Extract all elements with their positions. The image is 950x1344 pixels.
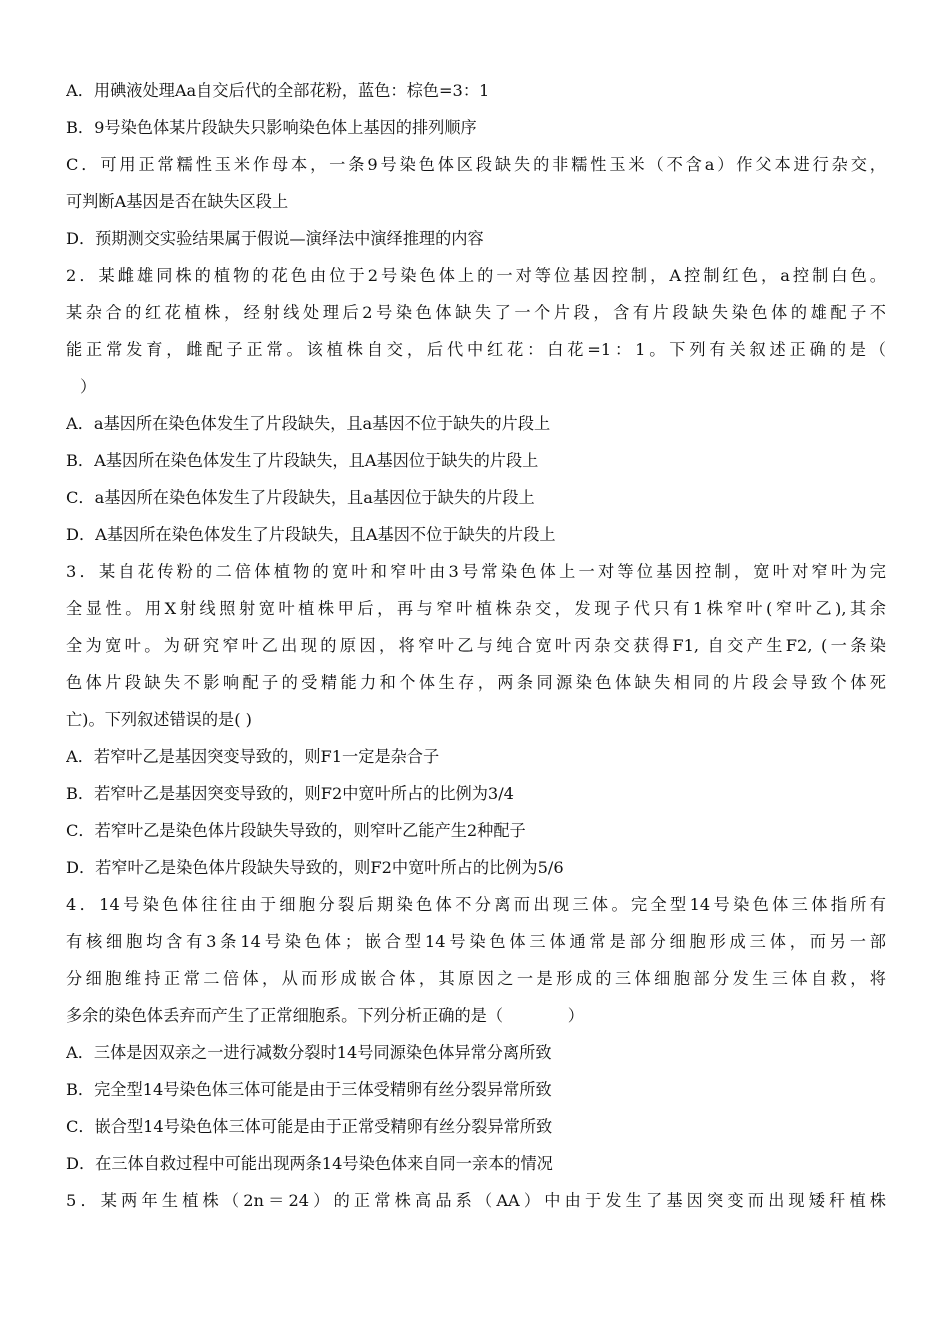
text-line: C．a基因所在染色体发生了片段缺失，且a基因位于缺失的片段上 <box>66 488 535 507</box>
text-line: A．若窄叶乙是基因突变导致的，则F1一定是杂合子 <box>66 747 440 766</box>
text-line: 可判断A基因是否在缺失区段上 <box>66 192 289 211</box>
text-line: 分细胞维持正常二倍体，从而形成嵌合体，其原因之一是形成的三体细胞部分发生三体自救，将 <box>66 969 886 988</box>
text-line: B．9号染色体某片段缺失只影响染色体上基因的排列顺序 <box>66 118 477 137</box>
text-line: A．用碘液处理Aa自交后代的全部花粉，蓝色：棕色=3：1 <box>66 81 490 100</box>
text-line: B．若窄叶乙是基因突变导致的，则F2中宽叶所占的比例为3/4 <box>66 784 514 803</box>
question-text-block <box>66 72 886 1219</box>
text-line: A．三体是因双亲之一进行减数分裂时14号同源染色体异常分离所致 <box>66 1043 552 1062</box>
text-line: 2．某雌雄同株的植物的花色由位于2号染色体上的一对等位基因控制，A控制红色，a控制白色。 <box>66 266 886 285</box>
text-line: D．在三体自救过程中可能出现两条14号染色体来自同一亲本的情况 <box>66 1154 553 1173</box>
text-line: C．若窄叶乙是染色体片段缺失导致的，则窄叶乙能产生2种配子 <box>66 821 526 840</box>
text-line: 亡)。下列叙述错误的是( ) <box>66 710 252 729</box>
text-line: 色体片段缺失不影响配子的受精能力和个体生存，两条同源染色体缺失相同的片段会导致个体死 <box>66 673 886 692</box>
text-line: 有核细胞均含有3条14号染色体；嵌合型14号染色体三体通常是部分细胞形成三体，而另一部 <box>66 932 886 951</box>
text-line: ） <box>80 377 97 396</box>
text-line: C．嵌合型14号染色体三体可能是由于正常受精卵有丝分裂异常所致 <box>66 1117 553 1136</box>
text-line: A．a基因所在染色体发生了片段缺失，且a基因不位于缺失的片段上 <box>66 414 551 433</box>
text-line: 全为宽叶。为研究窄叶乙出现的原因，将窄叶乙与纯合宽叶丙杂交获得F1, 自交产生F2, (一条染 <box>66 636 886 655</box>
text-line: 能正常发育，雌配子正常。该植株自交，后代中红花：白花=1：1。下列有关叙述正确的是（ <box>66 340 886 359</box>
text-line: 全显性。用X射线照射宽叶植株甲后，再与窄叶植株杂交，发现子代只有1株窄叶(窄叶乙),其余 <box>66 599 886 618</box>
text-line: 4．14号染色体往往由于细胞分裂后期染色体不分离而出现三体。完全型14号染色体三体指所有 <box>66 895 886 914</box>
text-line: D．若窄叶乙是染色体片段缺失导致的，则F2中宽叶所占的比例为5/6 <box>66 858 564 877</box>
text-line: C．可用正常糯性玉米作母本，一条9号染色体区段缺失的非糯性玉米（不含a）作父本进行杂交， <box>66 155 886 174</box>
text-line: D．预期测交实验结果属于假说—演绎法中演绎推理的内容 <box>66 229 484 248</box>
text-line: D．A基因所在染色体发生了片段缺失，且A基因不位于缺失的片段上 <box>66 525 556 544</box>
text-line: 5．某两年生植株（2n＝24）的正常株高品系（AA）中由于发生了基因突变而出现矮秆植株 <box>66 1191 886 1210</box>
text-line: 多余的染色体丢弃而产生了正常细胞系。下列分析正确的是（ ） <box>66 1006 584 1025</box>
text-line: B．完全型14号染色体三体可能是由于三体受精卵有丝分裂异常所致 <box>66 1080 552 1099</box>
text-line: 某杂合的红花植株，经射线处理后2号染色体缺失了一个片段，含有片段缺失染色体的雄配子不 <box>66 303 886 322</box>
text-line: 3．某自花传粉的二倍体植物的宽叶和窄叶由3号常染色体上一对等位基因控制，宽叶对窄叶为完 <box>66 562 886 581</box>
text-line: B．A基因所在染色体发生了片段缺失，且A基因位于缺失的片段上 <box>66 451 539 470</box>
